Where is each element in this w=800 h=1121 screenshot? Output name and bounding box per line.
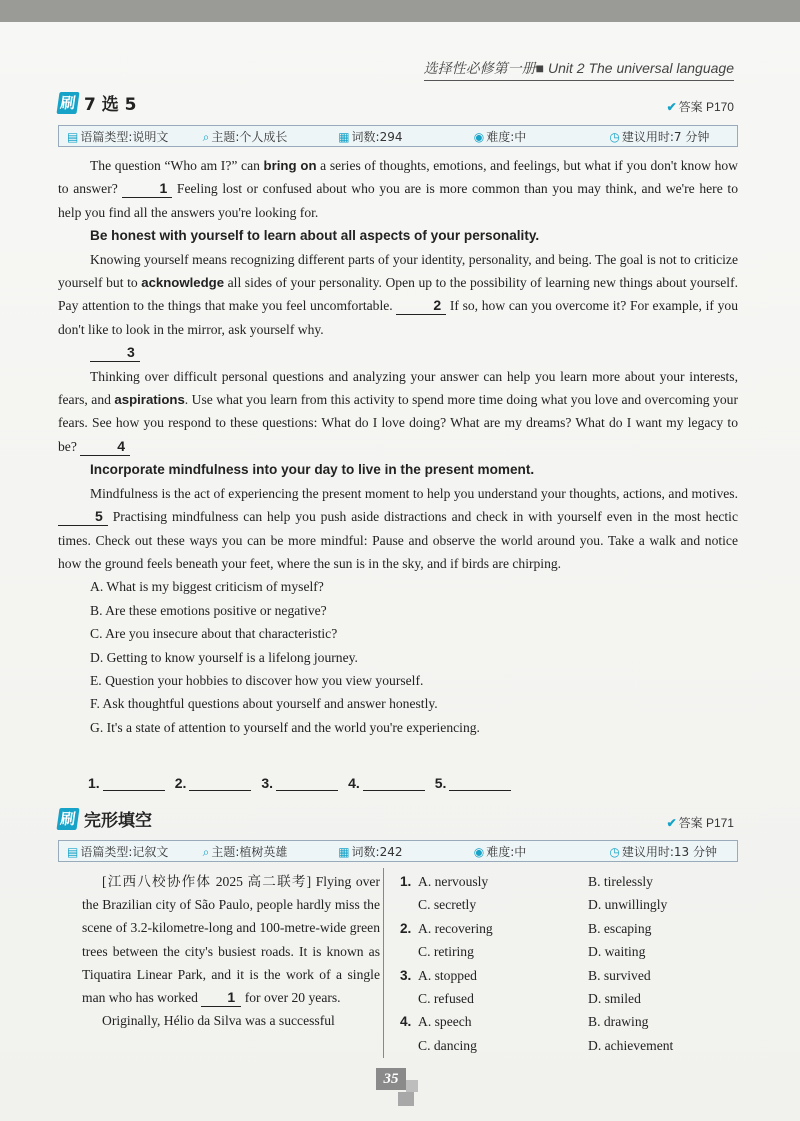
choice-c[interactable]: C. dancing — [418, 1037, 477, 1053]
answer-slot-label: 4. — [348, 775, 360, 791]
answer-line[interactable] — [363, 776, 425, 791]
book-icon: ▤ — [67, 129, 79, 144]
option-d: D. Getting to know yourself is a lifelong journey. — [90, 649, 358, 665]
info-time-text: 建议用时:7 分钟 — [621, 129, 710, 144]
info-time — [601, 128, 737, 145]
choice-d[interactable]: D. waiting — [588, 944, 646, 960]
info-type — [59, 843, 195, 860]
section1-badge: 刷 — [56, 92, 79, 114]
decor-square — [406, 1080, 418, 1092]
p1-text-d: Feeling lost or confused about who you are is more common than you may think, and we're here to help you find all the answers you're looking for. — [58, 181, 738, 220]
cloze-passage — [82, 870, 380, 1032]
cloze-choices — [400, 870, 740, 1057]
page-number: 35 — [376, 1068, 406, 1090]
p2-text-d: If so, how can you overcome it? For example, if you don't like to look in the mirror, ask yourself why. — [58, 298, 738, 337]
running-header: 选择性必修第一册■ Unit 2 The universal language — [424, 58, 734, 81]
p3-keyword: aspirations — [114, 392, 185, 408]
section1-passage — [58, 154, 738, 739]
section1-title: 7 选 5 — [84, 95, 137, 115]
blank-1[interactable]: 1 — [122, 179, 172, 198]
search-icon: ⌕ — [202, 129, 210, 144]
info-difficulty — [466, 128, 602, 145]
info-time-text: 建议用时:13 分钟 — [621, 844, 717, 859]
p4-text-b: Practising mindfulness can help you push aside distractions and check in with yourself even in the most hectic times. Check out these ways you can be more mindful: Pause and observe the world around you. Take a walk and notice how the ground feels beneath your feet, where the sun is in the sky, and if birds are chirping. — [58, 509, 738, 571]
answer-slot-4[interactable] — [348, 775, 425, 791]
cloze-p1-text-b: for over 20 years. — [241, 990, 341, 1006]
clock-icon: ◷ — [609, 129, 620, 144]
section2-heading — [58, 806, 152, 831]
info-theme — [195, 843, 331, 860]
subheading-1: Be honest with yourself to learn about all aspects of your personality. — [90, 228, 540, 244]
section2-title: 完形填空 — [84, 811, 152, 831]
choice-b[interactable]: B. tirelessly — [588, 874, 653, 889]
choice-d[interactable]: D. unwillingly — [588, 897, 668, 913]
question-number: 3. — [400, 967, 412, 983]
paragraph-2 — [58, 248, 738, 342]
info-theme-text: 主题:植树英雄 — [211, 844, 288, 859]
choice-c[interactable]: C. retiring — [418, 944, 474, 960]
info-difficulty-text: 难度:中 — [486, 844, 527, 859]
choice-d[interactable]: D. smiled — [588, 991, 641, 1007]
choice-a[interactable]: A. stopped — [418, 967, 477, 983]
count-icon: ▦ — [338, 129, 350, 144]
option-g: G. It's a state of attention to yourself and the world you're experiencing. — [90, 719, 480, 735]
info-words-text: 词数:294 — [351, 129, 403, 144]
question-number: 1. — [400, 874, 412, 889]
info-difficulty — [466, 843, 602, 860]
answer-line[interactable] — [189, 776, 251, 791]
answer-slot-5[interactable] — [435, 775, 512, 791]
info-difficulty-text: 难度:中 — [486, 129, 527, 144]
answer-slots — [88, 775, 511, 791]
choice-d[interactable]: D. achievement — [588, 1037, 674, 1053]
answer-slot-label: 3. — [261, 775, 274, 791]
info-time — [601, 843, 737, 860]
p4-text-a: Mindfulness is the act of experiencing the present moment to help you understand your thoughts, actions, and motives. — [90, 485, 738, 501]
cloze-p1-text-a: [江西八校协作体 2025 高二联考] Flying over the Brazilian city of São Paulo, people hardly miss the scene of 3.2-kilometre-long and 100-metre-wide green trees between the city's busiest roads. It is known as Tiquatira Linear Park, and it is the work of a single man who has worked — [82, 874, 380, 1006]
p1-keyword: bring on — [263, 158, 317, 173]
subheading-2: Incorporate mindfulness into your day to live in the present moment. — [90, 462, 535, 478]
answer-ref-text: 答案 P170 — [678, 100, 734, 114]
question-2-row-2 — [400, 940, 740, 963]
search-icon: ⌕ — [202, 844, 210, 859]
p3-text-a: Thinking over difficult personal questions and analyzing your answer can help you learn more about your interests, fears, and — [58, 368, 738, 408]
info-words — [330, 128, 466, 145]
question-1-row-1 — [400, 870, 740, 893]
p2-text-c: all sides of your personality. Open up to the possibility of learning new things about yourself. Pay attention to the things that make you feel uncomfortable. — [58, 275, 738, 314]
paragraph-4 — [58, 482, 738, 576]
answer-slot-2[interactable] — [175, 775, 252, 791]
info-words-text: 词数:242 — [351, 844, 403, 859]
check-icon: ✔ — [666, 100, 677, 114]
choice-b[interactable]: B. survived — [588, 967, 651, 983]
question-3-row-1 — [400, 964, 740, 987]
column-divider — [383, 868, 384, 1058]
choice-b[interactable]: B. drawing — [588, 1014, 649, 1030]
p2-text-a: Knowing yourself means recognizing different parts of your identity, personality, and being. The goal is not to criticize yourself but to — [58, 251, 738, 291]
question-1-row-2 — [400, 893, 740, 916]
paragraph-3 — [58, 365, 738, 459]
clock-icon: ◷ — [609, 844, 620, 859]
section2-info-bar — [58, 840, 738, 862]
info-type-text: 语篇类型:记叙文 — [80, 844, 169, 859]
cloze-paragraph-1 — [82, 870, 380, 1009]
section2-answer-ref — [667, 814, 734, 831]
p1-text-a: The question “Who am I?” can — [90, 158, 264, 173]
paragraph-1 — [58, 154, 738, 224]
answer-line[interactable] — [276, 776, 338, 791]
answer-line[interactable] — [103, 776, 165, 791]
info-theme — [195, 128, 331, 145]
answer-slot-label: 5. — [434, 775, 447, 791]
blank-2[interactable]: 2 — [396, 296, 446, 315]
question-number: 2. — [400, 920, 412, 936]
section1-answer-ref — [667, 98, 734, 115]
book-icon: ▤ — [67, 844, 79, 859]
blank-3[interactable]: 3 — [90, 343, 140, 362]
option-f: F. Ask thoughtful questions about yourself and answer honestly. — [90, 696, 438, 712]
cloze-paragraph-2: Originally, Hélio da Silva was a successful — [102, 1013, 335, 1029]
option-b: B. Are these emotions positive or negative? — [90, 602, 327, 618]
question-2-row-1 — [400, 917, 740, 940]
answer-slot-label: 1. — [88, 775, 100, 791]
option-a: A. What is my biggest criticism of myself? — [90, 579, 324, 595]
blank-5[interactable]: 5 — [58, 507, 108, 526]
choice-a[interactable]: A. recovering — [418, 920, 493, 936]
p3-text-c: . Use what you learn from this activity to spend more time doing what you love and overcoming your fears. See how you respond to these questions: What do I love doing? What are my dreams? What do I want my legacy to be? — [58, 392, 739, 454]
p1-text-c: a series of thoughts, emotions, and feelings, but what if you don't know how to answer? — [58, 158, 738, 197]
decor-square — [398, 1092, 414, 1106]
question-number: 4. — [400, 1014, 412, 1030]
choice-c[interactable]: C. refused — [418, 991, 474, 1007]
info-type — [59, 128, 195, 145]
answer-slot-1[interactable] — [88, 775, 165, 791]
count-icon: ▦ — [338, 844, 350, 859]
section1-heading — [58, 90, 137, 115]
option-e: E. Question your hobbies to discover how you view yourself. — [90, 672, 424, 688]
choice-b[interactable]: B. escaping — [588, 920, 652, 936]
choice-a[interactable]: A. speech — [418, 1014, 472, 1030]
section1-info-bar — [58, 125, 738, 147]
info-theme-text: 主题:个人成长 — [211, 129, 288, 144]
answer-ref-text: 答案 P171 — [678, 816, 734, 830]
answer-slot-3[interactable] — [261, 775, 338, 791]
option-c: C. Are you insecure about that characteristic? — [90, 626, 338, 642]
info-type-text: 语篇类型:说明文 — [80, 129, 169, 144]
info-words — [330, 843, 466, 860]
check-icon: ✔ — [666, 816, 677, 830]
difficulty-icon: ◉ — [473, 129, 485, 144]
question-4-row-1 — [400, 1010, 740, 1033]
answer-slot-label: 2. — [174, 775, 187, 791]
difficulty-icon: ◉ — [473, 844, 485, 859]
blank-4[interactable]: 4 — [80, 437, 130, 456]
question-3-row-2 — [400, 987, 740, 1010]
choice-a[interactable]: A. nervously — [418, 874, 489, 889]
scan-top-edge — [0, 0, 800, 22]
p2-keyword: acknowledge — [141, 275, 225, 291]
section2-badge: 刷 — [56, 808, 79, 830]
choice-c[interactable]: C. secretly — [418, 897, 477, 913]
question-4-row-2 — [400, 1034, 740, 1057]
answer-line[interactable] — [449, 776, 511, 791]
cloze-blank-1[interactable]: 1 — [201, 988, 241, 1007]
blank-3-line — [58, 341, 738, 364]
